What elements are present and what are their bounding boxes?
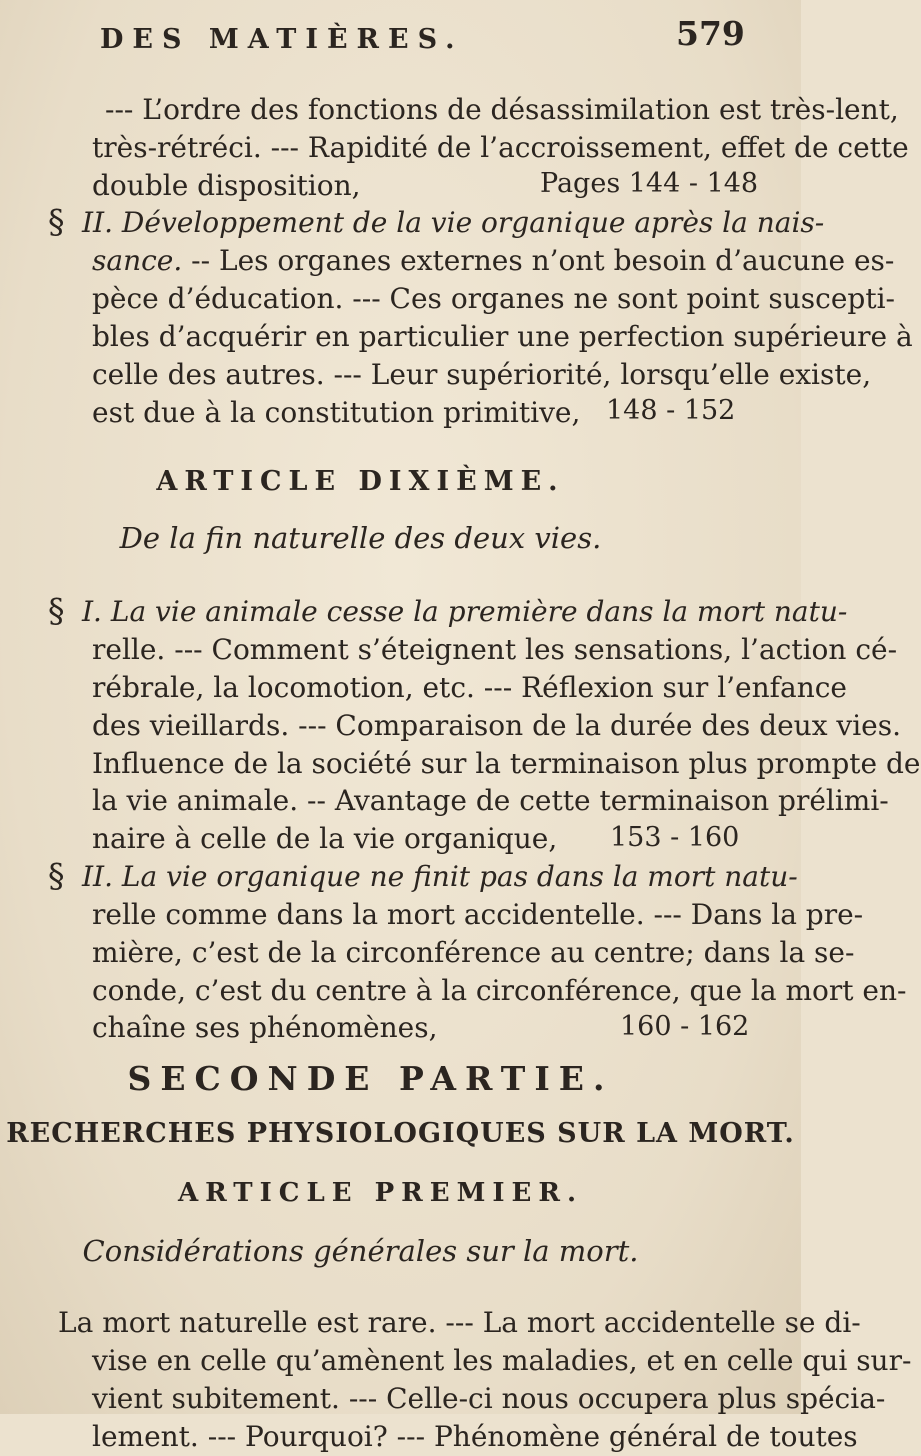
- text-line: vise en celle qu’amènent les maladies, et en celle qui sur-: [92, 1344, 912, 1377]
- article-subtitle: Considérations générales sur la mort.: [82, 1234, 639, 1268]
- text-line: pèce d’éducation. --- Ces organes ne sont point suscepti-: [92, 282, 896, 315]
- part-heading: SECONDE PARTIE.: [127, 1059, 614, 1098]
- text-line: II. La vie organique ne finit pas dans la mort natu-: [82, 860, 798, 893]
- page-number: 579: [676, 14, 745, 53]
- page-reference: 153 - 160: [610, 822, 740, 853]
- text-line: relle. --- Comment s’éteignent les sensations, l’action cé-: [92, 633, 898, 666]
- text-line: [92, 242, 894, 280]
- article-subtitle: De la fin naturelle des deux vies.: [119, 521, 602, 555]
- part-subheading: RECHERCHES PHYSIOLOGIQUES SUR LA MORT.: [6, 1118, 795, 1149]
- text-line: est due à la constitution primitive,: [92, 396, 581, 429]
- text-line: celle des autres. --- Leur supériorité, lorsqu’elle existe,: [92, 358, 872, 391]
- page-reference: 148 - 152: [606, 395, 736, 426]
- text-line: chaîne ses phénomènes,: [92, 1011, 438, 1044]
- text-line: rébrale, la locomotion, etc. --- Réflexion sur l’enfance: [92, 671, 848, 704]
- page-reference: 160 - 162: [620, 1011, 750, 1042]
- section-title-line: II. Développement de la vie organique après la nais-: [82, 206, 825, 239]
- text-line: --- L’ordre des fonctions de désassimilation est très-lent,: [105, 93, 899, 126]
- text-line: La mort naturelle est rare. --- La mort accidentelle se di-: [58, 1306, 861, 1339]
- text-line: vient subitement. --- Celle-ci nous occupera plus spécia-: [92, 1382, 886, 1415]
- text-line: naire à celle de la vie organique,: [92, 822, 558, 855]
- text-line: I. La vie animale cesse la première dans la mort natu-: [82, 595, 848, 628]
- article-heading: ARTICLE PREMIER.: [177, 1178, 584, 1208]
- text-line: bles d’acquérir en particulier une perfection supérieure à: [92, 320, 913, 353]
- text-span: -- Les organes externes n’ont besoin d’aucune es-: [191, 244, 895, 277]
- text-line: Influence de la société sur la terminaison plus prompte de: [92, 747, 921, 780]
- section-title-line: sance.: [92, 244, 183, 277]
- text-line: relle comme dans la mort accidentelle. --- Dans la pre-: [92, 898, 864, 931]
- text-line: conde, c’est du centre à la circonférence, que la mort en-: [92, 974, 907, 1007]
- article-heading: ARTICLE DIXIÈME.: [156, 466, 565, 497]
- running-head: [0, 10, 801, 60]
- text-line: très-rétréci. --- Rapidité de l’accroissement, effet de cette: [92, 131, 909, 164]
- text-line: double disposition,: [92, 169, 361, 202]
- text-line: la vie animale. -- Avantage de cette terminaison prélimi-: [92, 784, 889, 817]
- text-line: des vieillards. --- Comparaison de la durée des deux vies.: [92, 709, 901, 742]
- section-mark: §: [48, 591, 65, 630]
- section-mark: §: [48, 202, 65, 241]
- section-mark: §: [48, 856, 65, 895]
- running-title: DES MATIÈRES.: [100, 24, 464, 55]
- page-reference: Pages 144 - 148: [540, 168, 759, 199]
- text-line: lement. --- Pourquoi? --- Phénomène général de toutes: [92, 1420, 858, 1453]
- text-line: mière, c’est de la circonférence au centre; dans la se-: [92, 936, 855, 969]
